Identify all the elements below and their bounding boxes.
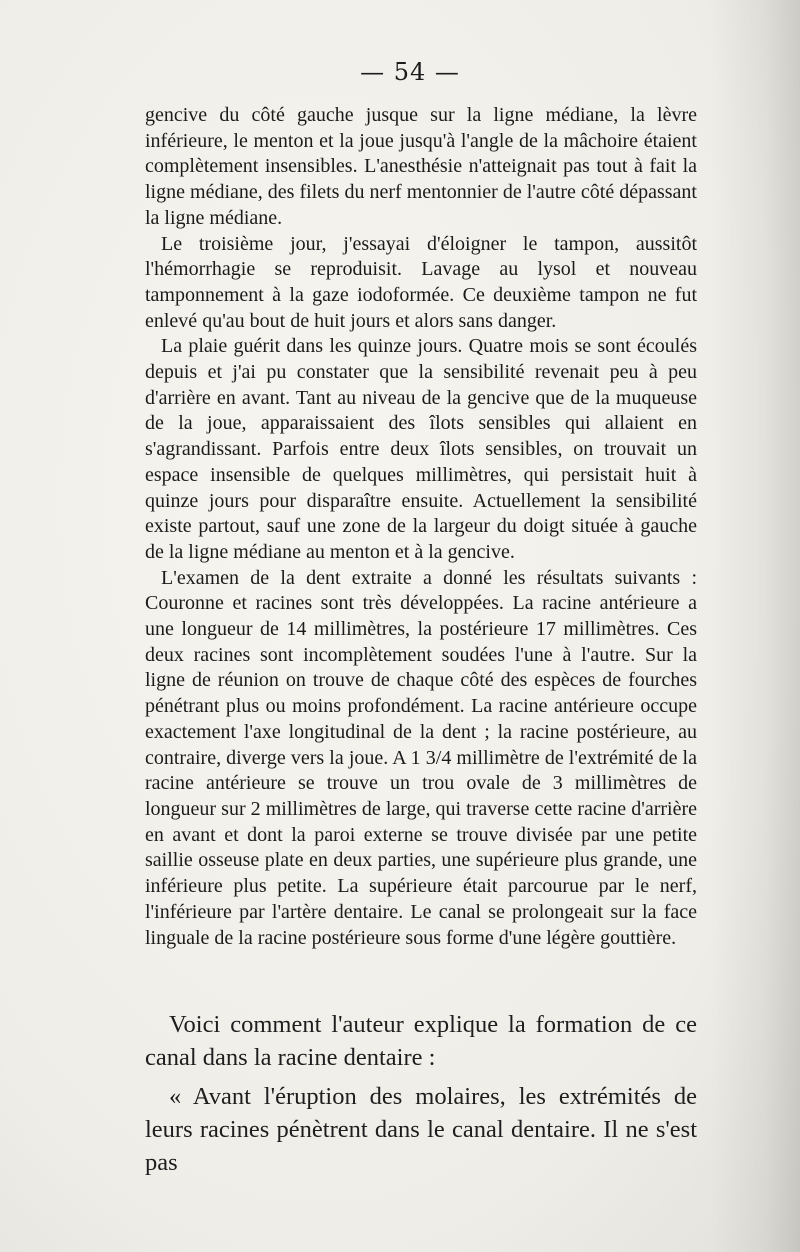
page-gutter-shadow (710, 0, 800, 1252)
paragraph: La plaie guérit dans les quinze jours. Quatre mois se sont écoulés depuis et j'ai pu constater que la sensibilité revenait peu à peu d'arrière en avant. Tant au niveau de la gencive que de la muqueuse de la joue, apparaissaient des îlots sensibles qui allaient en s'agrandissant. Parfois entre deux îlots sensibles, on trouvait un espace insensible de quelques millimètres, qui persistait huit à quinze jours pour disparaître ensuite. Actuellement la sensibilité existe partout, sauf une zone de la largeur du doigt située à gauche de la ligne médiane au menton et à la gencive. (145, 335, 697, 563)
quote-text: « Avant l'éruption des molaires, les extrémités de leurs racines pénètrent dans le canal dentaire. Il ne s'est pas (145, 1083, 697, 1176)
quote-intro: Voici comment l'auteur explique la formation de ce canal dans la racine dentaire : (145, 1011, 697, 1071)
page-number: — 54 — (360, 58, 460, 86)
paragraph: L'examen de la dent extraite a donné les résultats suivants : Couronne et racines sont très développées. La racine antérieure a une longueur de 14 millimètres, la postérieure 17 millimètres. Ces deux racines sont incomplètement soudées l'une à l'autre. Sur la ligne de réunion on trouve de chaque côté des espèces de fourches pénétrant plus ou moins profondément. La racine antérieure occupe exactement l'axe longitudinal de la dent ; la racine postérieure, au contraire, diverge vers la joue. A 1 3/4 millimètre de l'extrémité de la racine antérieure se trouve un trou ovale de 3 millimètres de longueur sur 2 millimètres de large, qui traverse cette racine d'arrière en avant et dont la paroi externe se trouve divisée par une petite saillie osseuse plate en deux parties, une supérieure plus grande, une inférieure plus petite. La supérieure était parcourue par le nerf, l'inférieure par l'artère dentaire. Le canal se prolongeait sur la face linguale de la racine postérieure sous forme d'une légère gouttière. (145, 566, 697, 949)
paragraph: Le troisième jour, j'essayai d'éloigner le tampon, aussitôt l'hémorrhagie se reproduisit. Lavage au lysol et nouveau tamponnement à la gaze iodoformée. Ce deuxième tampon ne fut enlevé qu'au bout de huit jours et alors sans danger. (145, 232, 697, 332)
body-text (145, 103, 697, 951)
quote-section (145, 1008, 697, 1179)
paragraph: gencive du côté gauche jusque sur la ligne médiane, la lèvre inférieure, le menton et la joue jusqu'à l'angle de la mâchoire étaient complètement insensibles. L'anesthésie n'atteignait pas tout à fait la ligne médiane, des filets du nerf mentonnier de l'autre côté dépassant la ligne médiane. (145, 104, 697, 229)
